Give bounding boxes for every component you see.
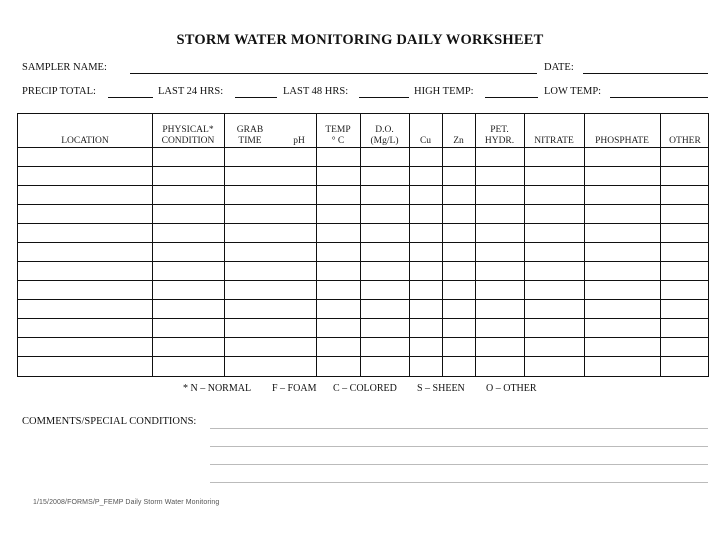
row-line xyxy=(18,261,708,262)
header-line: PHYSICAL* xyxy=(162,125,214,135)
precip-total-label: PRECIP TOTAL: xyxy=(22,86,96,97)
header-line: TEMP xyxy=(325,125,351,135)
comments-line[interactable] xyxy=(210,464,708,465)
column-header-grab-time xyxy=(224,125,276,146)
header-line: D.O. xyxy=(375,125,394,135)
last-48-hrs-label: LAST 48 HRS: xyxy=(283,86,349,97)
legend-sheen: S – SHEEN xyxy=(417,383,465,394)
legend-normal: * N – NORMAL xyxy=(183,383,252,394)
low-temp-label: LOW TEMP: xyxy=(544,86,602,97)
column-header-zn: Zn xyxy=(453,136,464,146)
sampler-name-label: SAMPLER NAME: xyxy=(22,62,107,73)
header-line: GRAB xyxy=(236,125,264,135)
row-line xyxy=(18,185,708,186)
header-line: PET. xyxy=(490,125,509,135)
low-temp-field[interactable] xyxy=(610,97,708,98)
row-line xyxy=(18,299,708,300)
last-24-hrs-label: LAST 24 HRS: xyxy=(158,86,224,97)
worksheet-title: STORM WATER MONITORING DAILY WORKSHEET xyxy=(176,32,544,48)
row-line xyxy=(18,223,708,224)
last-48-hrs-field[interactable] xyxy=(359,97,409,98)
header-line: TIME xyxy=(238,135,262,146)
precip-total-field[interactable] xyxy=(108,97,153,98)
row-line xyxy=(18,318,708,319)
comments-line[interactable] xyxy=(210,446,708,447)
row-line xyxy=(18,204,708,205)
legend-other: O – OTHER xyxy=(486,383,537,394)
row-line xyxy=(18,280,708,281)
legend-foam: F – FOAM xyxy=(272,383,317,394)
column-header-nitrate: NITRATE xyxy=(534,136,574,146)
column-header-phosphate: PHOSPHATE xyxy=(595,136,649,146)
row-line xyxy=(18,166,708,167)
row-line xyxy=(18,242,708,243)
column-header-physical-condition xyxy=(152,125,224,146)
column-header-pet-hydr xyxy=(475,125,524,146)
row-line xyxy=(18,356,708,357)
monitoring-table xyxy=(17,113,709,377)
high-temp-label: HIGH TEMP: xyxy=(414,86,474,97)
comments-line[interactable] xyxy=(210,428,708,429)
header-line: (Mg/L) xyxy=(370,135,399,146)
comments-line[interactable] xyxy=(210,482,708,483)
high-temp-field[interactable] xyxy=(485,97,538,98)
column-header-cu: Cu xyxy=(419,136,432,146)
sampler-name-field[interactable] xyxy=(130,73,537,74)
row-line xyxy=(18,337,708,338)
header-line: ° C xyxy=(331,135,345,146)
column-header-location: LOCATION xyxy=(61,136,109,146)
comments-label: COMMENTS/SPECIAL CONDITIONS: xyxy=(22,416,197,427)
last-24-hrs-field[interactable] xyxy=(235,97,277,98)
legend-colored: C – COLORED xyxy=(333,383,397,394)
header-line: HYDR. xyxy=(484,135,515,146)
column-header-temp xyxy=(316,125,360,146)
column-header-ph: pH xyxy=(293,136,305,146)
header-rule xyxy=(18,147,708,148)
header-line: CONDITION xyxy=(161,135,215,146)
date-label: DATE: xyxy=(544,62,574,73)
date-field[interactable] xyxy=(583,73,708,74)
column-header-other: OTHER xyxy=(669,136,701,146)
column-header-do xyxy=(360,125,409,146)
footer-note: 1/15/2008/FORMS/P_FEMP Daily Storm Water Monitoring xyxy=(33,499,220,506)
